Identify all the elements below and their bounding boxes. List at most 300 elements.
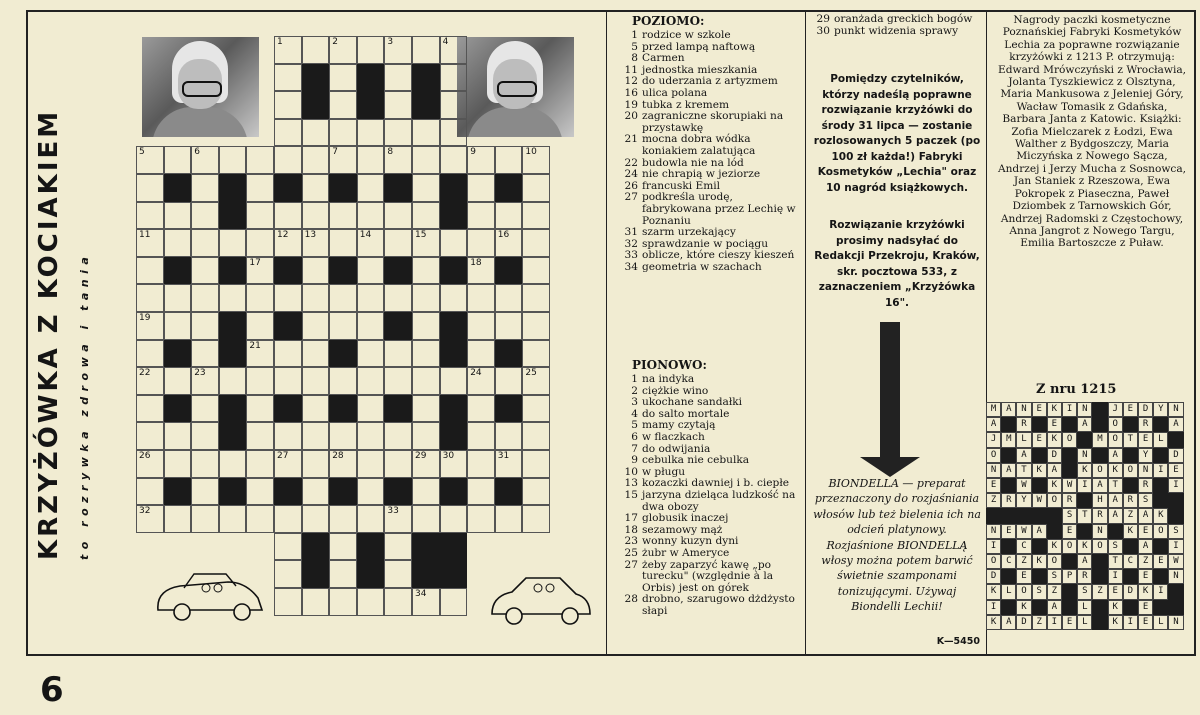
solution-cell: K bbox=[986, 584, 1001, 599]
crossword-cell[interactable] bbox=[384, 422, 412, 450]
arrow-icon bbox=[860, 457, 920, 477]
crossword-cell[interactable] bbox=[522, 229, 550, 257]
crossword-cell[interactable] bbox=[136, 257, 164, 285]
crossword-cell[interactable] bbox=[440, 588, 468, 616]
crossword-cell[interactable] bbox=[329, 91, 357, 119]
crossword-cell[interactable] bbox=[467, 202, 495, 230]
crossword-cell[interactable] bbox=[302, 395, 330, 423]
crossword-cell[interactable] bbox=[302, 450, 330, 478]
crossword-black-cell bbox=[274, 174, 302, 202]
crossword-cell[interactable] bbox=[357, 505, 385, 533]
solution-cell: A bbox=[1001, 615, 1016, 630]
crossword-cell[interactable] bbox=[357, 119, 385, 147]
crossword-cell[interactable] bbox=[274, 340, 302, 368]
crossword-cell[interactable] bbox=[467, 257, 495, 285]
crossword-cell[interactable] bbox=[357, 146, 385, 174]
crossword-cell[interactable] bbox=[467, 146, 495, 174]
crossword-cell[interactable] bbox=[302, 174, 330, 202]
crossword-cell[interactable] bbox=[440, 284, 468, 312]
crossword-cell[interactable] bbox=[246, 478, 274, 506]
clue-item bbox=[618, 111, 798, 134]
crossword-cell[interactable] bbox=[274, 367, 302, 395]
solution-cell: N bbox=[1077, 448, 1092, 463]
crossword-cell[interactable] bbox=[136, 174, 164, 202]
crossword-cell[interactable] bbox=[522, 202, 550, 230]
crossword-cell[interactable] bbox=[522, 478, 550, 506]
solution-cell: L bbox=[1153, 615, 1168, 630]
crossword-cell[interactable] bbox=[246, 174, 274, 202]
crossword-cell[interactable] bbox=[467, 395, 495, 423]
cell-number: 14 bbox=[359, 230, 372, 241]
solution-black-cell bbox=[1032, 508, 1047, 523]
solution-black-cell bbox=[1001, 600, 1016, 615]
clue-text: podkreśla urodę, fabrykowana przez Lechię w Poznaniu bbox=[642, 191, 796, 227]
solution-black-cell bbox=[1062, 463, 1077, 478]
crossword-cell[interactable] bbox=[246, 257, 274, 285]
solution-black-cell bbox=[1168, 600, 1183, 615]
solution-cell: E bbox=[1138, 432, 1153, 447]
crossword-cell[interactable] bbox=[246, 146, 274, 174]
cell-number: 5 bbox=[139, 147, 145, 158]
crossword-cell[interactable] bbox=[329, 533, 357, 561]
solution-cell: R bbox=[1092, 508, 1107, 523]
crossword-cell[interactable] bbox=[219, 146, 247, 174]
crossword-cell[interactable] bbox=[495, 284, 523, 312]
crossword-cell[interactable] bbox=[412, 395, 440, 423]
crossword-cell[interactable] bbox=[329, 146, 357, 174]
crossword-cell[interactable] bbox=[440, 146, 468, 174]
crossword-cell[interactable] bbox=[384, 505, 412, 533]
crossword-black-cell bbox=[440, 560, 468, 588]
crossword-cell[interactable] bbox=[191, 422, 219, 450]
crossword-cell[interactable] bbox=[191, 229, 219, 257]
crossword-cell[interactable] bbox=[495, 146, 523, 174]
crossword-cell[interactable] bbox=[329, 312, 357, 340]
crossword-black-cell bbox=[357, 560, 385, 588]
down-clue-list bbox=[618, 374, 798, 617]
crossword-cell[interactable] bbox=[522, 312, 550, 340]
crossword-cell[interactable] bbox=[302, 340, 330, 368]
crossword-cell[interactable] bbox=[412, 340, 440, 368]
solution-black-cell bbox=[1077, 524, 1092, 539]
crossword-cell[interactable] bbox=[384, 202, 412, 230]
crossword-cell[interactable] bbox=[302, 229, 330, 257]
solution-cell: S bbox=[1168, 524, 1183, 539]
crossword-cell[interactable] bbox=[495, 312, 523, 340]
crossword-cell[interactable] bbox=[191, 505, 219, 533]
crossword-cell[interactable] bbox=[302, 257, 330, 285]
crossword-black-cell bbox=[274, 312, 302, 340]
crossword-cell[interactable] bbox=[274, 64, 302, 92]
crossword-cell[interactable] bbox=[302, 119, 330, 147]
crossword-cell[interactable] bbox=[274, 119, 302, 147]
crossword-cell[interactable] bbox=[274, 450, 302, 478]
crossword-cell[interactable] bbox=[384, 588, 412, 616]
crossword-cell[interactable] bbox=[467, 505, 495, 533]
crossword-cell[interactable] bbox=[164, 505, 192, 533]
solution-black-cell bbox=[1123, 539, 1138, 554]
solution-cell: E bbox=[1123, 402, 1138, 417]
crossword-cell[interactable] bbox=[412, 174, 440, 202]
clue-item bbox=[618, 432, 798, 444]
crossword-cell[interactable] bbox=[384, 119, 412, 147]
clue-item bbox=[618, 88, 798, 100]
crossword-cell[interactable] bbox=[440, 505, 468, 533]
crossword-cell[interactable] bbox=[495, 367, 523, 395]
solution-cell: E bbox=[1168, 463, 1183, 478]
crossword-cell[interactable] bbox=[412, 450, 440, 478]
crossword-black-cell bbox=[164, 478, 192, 506]
crossword-cell[interactable] bbox=[219, 229, 247, 257]
crossword-cell[interactable] bbox=[329, 367, 357, 395]
crossword-cell[interactable] bbox=[522, 367, 550, 395]
crossword-cell[interactable] bbox=[302, 367, 330, 395]
solution-black-cell bbox=[1032, 569, 1047, 584]
crossword-cell[interactable] bbox=[412, 312, 440, 340]
crossword-cell[interactable] bbox=[164, 312, 192, 340]
crossword-cell[interactable] bbox=[384, 284, 412, 312]
crossword-cell[interactable] bbox=[136, 478, 164, 506]
crossword-cell[interactable] bbox=[274, 505, 302, 533]
crossword-cell[interactable] bbox=[412, 119, 440, 147]
crossword-cell[interactable] bbox=[412, 202, 440, 230]
crossword-cell[interactable] bbox=[164, 284, 192, 312]
crossword-cell[interactable] bbox=[191, 202, 219, 230]
crossword-cell[interactable] bbox=[495, 229, 523, 257]
crossword-cell[interactable] bbox=[522, 422, 550, 450]
crossword-cell[interactable] bbox=[357, 422, 385, 450]
crossword-cell[interactable] bbox=[136, 395, 164, 423]
crossword-cell[interactable] bbox=[191, 312, 219, 340]
crossword-black-cell bbox=[384, 312, 412, 340]
clue-text: rodzice w szkole bbox=[642, 29, 731, 41]
crossword-cell[interactable] bbox=[467, 229, 495, 257]
solution-cell: R bbox=[1138, 478, 1153, 493]
crossword-cell[interactable] bbox=[164, 202, 192, 230]
crossword-cell[interactable] bbox=[191, 367, 219, 395]
solution-cell: L bbox=[1077, 600, 1092, 615]
crossword-cell[interactable] bbox=[357, 340, 385, 368]
crossword-cell[interactable] bbox=[412, 505, 440, 533]
solution-heading: Z nru 1215 bbox=[1036, 382, 1117, 397]
crossword-cell[interactable] bbox=[357, 367, 385, 395]
crossword-cell[interactable] bbox=[440, 91, 468, 119]
crossword-cell[interactable] bbox=[384, 36, 412, 64]
solution-black-cell bbox=[1123, 448, 1138, 463]
crossword-cell[interactable] bbox=[219, 505, 247, 533]
crossword-cell[interactable] bbox=[384, 146, 412, 174]
crossword-cell[interactable] bbox=[440, 119, 468, 147]
crossword-cell[interactable] bbox=[329, 588, 357, 616]
clue-number: 26 bbox=[624, 179, 638, 192]
crossword-cell[interactable] bbox=[412, 284, 440, 312]
crossword-cell[interactable] bbox=[329, 229, 357, 257]
crossword-black-cell bbox=[329, 257, 357, 285]
car-illustration-left bbox=[150, 568, 270, 623]
crossword-cell[interactable] bbox=[522, 146, 550, 174]
clue-number: 29 bbox=[816, 13, 830, 25]
crossword-black-cell bbox=[219, 312, 247, 340]
crossword-cell[interactable] bbox=[412, 36, 440, 64]
crossword-cell[interactable] bbox=[384, 340, 412, 368]
crossword-cell[interactable] bbox=[302, 284, 330, 312]
crossword-cell[interactable] bbox=[384, 64, 412, 92]
crossword-black-cell bbox=[495, 174, 523, 202]
solution-black-cell bbox=[1153, 417, 1168, 432]
crossword-cell[interactable] bbox=[191, 257, 219, 285]
crossword-black-cell bbox=[495, 340, 523, 368]
crossword-black-cell bbox=[495, 257, 523, 285]
crossword-cell[interactable] bbox=[302, 202, 330, 230]
clue-text: mocna dobra wódka koniakiem zalatująca bbox=[642, 133, 756, 157]
crossword-cell[interactable] bbox=[274, 588, 302, 616]
crossword-cell[interactable] bbox=[522, 257, 550, 285]
crossword-cell[interactable] bbox=[357, 478, 385, 506]
crossword-cell[interactable] bbox=[495, 450, 523, 478]
crossword-cell[interactable] bbox=[412, 229, 440, 257]
crossword-cell[interactable] bbox=[384, 533, 412, 561]
solution-cell: Y bbox=[1016, 493, 1031, 508]
crossword-cell[interactable] bbox=[274, 146, 302, 174]
solution-cell: T bbox=[1108, 554, 1123, 569]
crossword-cell[interactable] bbox=[357, 174, 385, 202]
crossword-cell[interactable] bbox=[440, 450, 468, 478]
crossword-cell[interactable] bbox=[136, 422, 164, 450]
crossword-cell[interactable] bbox=[302, 312, 330, 340]
crossword-cell[interactable] bbox=[136, 340, 164, 368]
crossword-cell[interactable] bbox=[522, 395, 550, 423]
crossword-cell[interactable] bbox=[329, 505, 357, 533]
crossword-cell[interactable] bbox=[191, 284, 219, 312]
crossword-cell[interactable] bbox=[274, 284, 302, 312]
crossword-cell[interactable] bbox=[412, 257, 440, 285]
crossword-black-cell bbox=[440, 257, 468, 285]
crossword-cell[interactable] bbox=[302, 588, 330, 616]
crossword-cell[interactable] bbox=[495, 505, 523, 533]
crossword-cell[interactable] bbox=[495, 422, 523, 450]
crossword-cell[interactable] bbox=[467, 367, 495, 395]
clue-number: 4 bbox=[631, 407, 638, 420]
crossword-cell[interactable] bbox=[329, 202, 357, 230]
solution-cell: E bbox=[1138, 615, 1153, 630]
clue-number: 1 bbox=[631, 373, 638, 385]
crossword-cell[interactable] bbox=[440, 64, 468, 92]
cell-number: 4 bbox=[442, 37, 449, 47]
crossword-cell[interactable] bbox=[467, 174, 495, 202]
crossword-cell[interactable] bbox=[357, 36, 385, 64]
crossword-cell[interactable] bbox=[302, 478, 330, 506]
crossword-cell[interactable] bbox=[302, 36, 330, 64]
crossword-cell[interactable] bbox=[522, 284, 550, 312]
crossword-cell[interactable] bbox=[136, 505, 164, 533]
solution-cell: I bbox=[1153, 463, 1168, 478]
crossword-cell[interactable] bbox=[274, 422, 302, 450]
clue-number: 23 bbox=[624, 535, 638, 548]
crossword-cell[interactable] bbox=[136, 284, 164, 312]
crossword-cell[interactable] bbox=[274, 202, 302, 230]
clue-number: 1 bbox=[631, 29, 638, 41]
crossword-cell[interactable] bbox=[357, 229, 385, 257]
solution-black-cell bbox=[1168, 493, 1183, 508]
clue-text: jednostka mieszkania bbox=[642, 63, 758, 76]
crossword-cell[interactable] bbox=[219, 450, 247, 478]
crossword-cell[interactable] bbox=[191, 395, 219, 423]
crossword-cell[interactable] bbox=[164, 422, 192, 450]
clue-text: do odwijania bbox=[642, 442, 711, 455]
crossword-cell[interactable] bbox=[191, 340, 219, 368]
solution-black-cell bbox=[1153, 478, 1168, 493]
clue-number: 25 bbox=[624, 546, 638, 559]
solution-black-cell bbox=[1123, 600, 1138, 615]
crossword-cell[interactable] bbox=[467, 284, 495, 312]
crossword-cell[interactable] bbox=[164, 146, 192, 174]
crossword-cell[interactable] bbox=[357, 395, 385, 423]
crossword-cell[interactable] bbox=[467, 450, 495, 478]
crossword-cell[interactable] bbox=[274, 36, 302, 64]
crossword-cell[interactable] bbox=[136, 146, 164, 174]
crossword-black-cell bbox=[440, 174, 468, 202]
solution-cell: E bbox=[1062, 615, 1077, 630]
crossword-cell[interactable] bbox=[246, 395, 274, 423]
crossword-cell[interactable] bbox=[191, 146, 219, 174]
crossword-cell[interactable] bbox=[246, 505, 274, 533]
solution-black-cell bbox=[1092, 402, 1107, 417]
solution-black-cell bbox=[1077, 493, 1092, 508]
crossword-cell[interactable] bbox=[191, 450, 219, 478]
cell-number: 1 bbox=[277, 37, 283, 47]
crossword-cell[interactable] bbox=[164, 367, 192, 395]
crossword-cell[interactable] bbox=[440, 229, 468, 257]
solution-cell: E bbox=[986, 478, 1001, 493]
solution-cell: K bbox=[1077, 463, 1092, 478]
crossword-cell[interactable] bbox=[329, 119, 357, 147]
crossword-cell[interactable] bbox=[467, 478, 495, 506]
crossword-cell[interactable] bbox=[136, 229, 164, 257]
crossword-cell[interactable] bbox=[246, 422, 274, 450]
crossword-subtitle: to rozrywka zdrowa i tania bbox=[78, 251, 91, 560]
crossword-cell[interactable] bbox=[329, 36, 357, 64]
solution-black-cell bbox=[1123, 569, 1138, 584]
solution-cell: I bbox=[1047, 615, 1062, 630]
crossword-cell[interactable] bbox=[191, 174, 219, 202]
crossword-cell[interactable] bbox=[136, 367, 164, 395]
solution-cell: K bbox=[1123, 524, 1138, 539]
crossword-cell[interactable] bbox=[274, 560, 302, 588]
solution-cell: W bbox=[1016, 478, 1031, 493]
crossword-cell[interactable] bbox=[246, 367, 274, 395]
crossword-cell[interactable] bbox=[522, 505, 550, 533]
crossword-cell[interactable] bbox=[164, 229, 192, 257]
solution-black-cell bbox=[1062, 584, 1077, 599]
crossword-cell[interactable] bbox=[357, 284, 385, 312]
cell-number: 10 bbox=[525, 147, 537, 158]
crossword-cell[interactable] bbox=[357, 588, 385, 616]
solution-cell: Z bbox=[1138, 554, 1153, 569]
crossword-cell[interactable] bbox=[219, 367, 247, 395]
crossword-cell[interactable] bbox=[412, 422, 440, 450]
crossword-cell[interactable] bbox=[384, 229, 412, 257]
clue-number: 28 bbox=[624, 593, 638, 606]
crossword-cell[interactable] bbox=[191, 478, 219, 506]
crossword-cell[interactable] bbox=[219, 284, 247, 312]
crossword-cell[interactable] bbox=[522, 174, 550, 202]
crossword-cell[interactable] bbox=[329, 64, 357, 92]
crossword-cell[interactable] bbox=[440, 367, 468, 395]
solution-cell: A bbox=[1001, 402, 1016, 417]
crossword-cell[interactable] bbox=[467, 422, 495, 450]
crossword-cell[interactable] bbox=[329, 560, 357, 588]
crossword-cell[interactable] bbox=[302, 422, 330, 450]
crossword-cell[interactable] bbox=[246, 312, 274, 340]
crossword-cell[interactable] bbox=[357, 202, 385, 230]
crossword-cell[interactable] bbox=[412, 478, 440, 506]
crossword-cell[interactable] bbox=[440, 36, 468, 64]
cell-number: 9 bbox=[470, 147, 476, 158]
clue-item bbox=[618, 513, 798, 525]
solution-cell: T bbox=[1123, 432, 1138, 447]
cell-number: 25 bbox=[525, 368, 537, 379]
crossword-cell[interactable] bbox=[274, 91, 302, 119]
crossword-cell[interactable] bbox=[329, 284, 357, 312]
solution-cell: I bbox=[1062, 402, 1077, 417]
clue-item bbox=[618, 262, 798, 274]
crossword-black-cell bbox=[164, 340, 192, 368]
crossword-cell[interactable] bbox=[384, 560, 412, 588]
crossword-cell[interactable] bbox=[246, 202, 274, 230]
crossword-cell[interactable] bbox=[136, 312, 164, 340]
crossword-cell[interactable] bbox=[357, 450, 385, 478]
crossword-cell[interactable] bbox=[164, 450, 192, 478]
crossword-cell[interactable] bbox=[246, 340, 274, 368]
crossword-cell[interactable] bbox=[384, 91, 412, 119]
solution-cell: E bbox=[1001, 524, 1016, 539]
crossword-cell[interactable] bbox=[522, 450, 550, 478]
crossword-cell[interactable] bbox=[302, 505, 330, 533]
crossword-cell[interactable] bbox=[412, 367, 440, 395]
crossword-cell[interactable] bbox=[412, 588, 440, 616]
crossword-cell[interactable] bbox=[246, 284, 274, 312]
solution-cell: M bbox=[1092, 432, 1107, 447]
crossword-cell[interactable] bbox=[329, 422, 357, 450]
crossword-cell[interactable] bbox=[467, 312, 495, 340]
solution-cell: T bbox=[1077, 508, 1092, 523]
crossword-cell[interactable] bbox=[136, 450, 164, 478]
crossword-black-cell bbox=[302, 91, 330, 119]
cell-number: 19 bbox=[139, 313, 151, 323]
crossword-cell[interactable] bbox=[412, 146, 440, 174]
crossword-cell[interactable] bbox=[302, 146, 330, 174]
crossword-cell[interactable] bbox=[274, 229, 302, 257]
crossword-black-cell bbox=[302, 533, 330, 561]
crossword-cell[interactable] bbox=[384, 367, 412, 395]
crossword-cell[interactable] bbox=[274, 533, 302, 561]
crossword-cell[interactable] bbox=[467, 340, 495, 368]
crossword-cell[interactable] bbox=[246, 229, 274, 257]
page-number: 6 bbox=[40, 670, 64, 710]
crossword-cell[interactable] bbox=[246, 450, 274, 478]
crossword-cell[interactable] bbox=[384, 450, 412, 478]
crossword-cell[interactable] bbox=[329, 450, 357, 478]
car-illustration-right bbox=[486, 572, 596, 627]
crossword-black-cell bbox=[440, 312, 468, 340]
crossword-cell[interactable] bbox=[495, 202, 523, 230]
crossword-cell[interactable] bbox=[357, 257, 385, 285]
solution-cell: E bbox=[1047, 417, 1062, 432]
crossword-cell[interactable] bbox=[522, 340, 550, 368]
clue-text: cebulka nie cebulka bbox=[642, 454, 750, 467]
crossword-cell[interactable] bbox=[357, 312, 385, 340]
crossword-cell[interactable] bbox=[136, 202, 164, 230]
